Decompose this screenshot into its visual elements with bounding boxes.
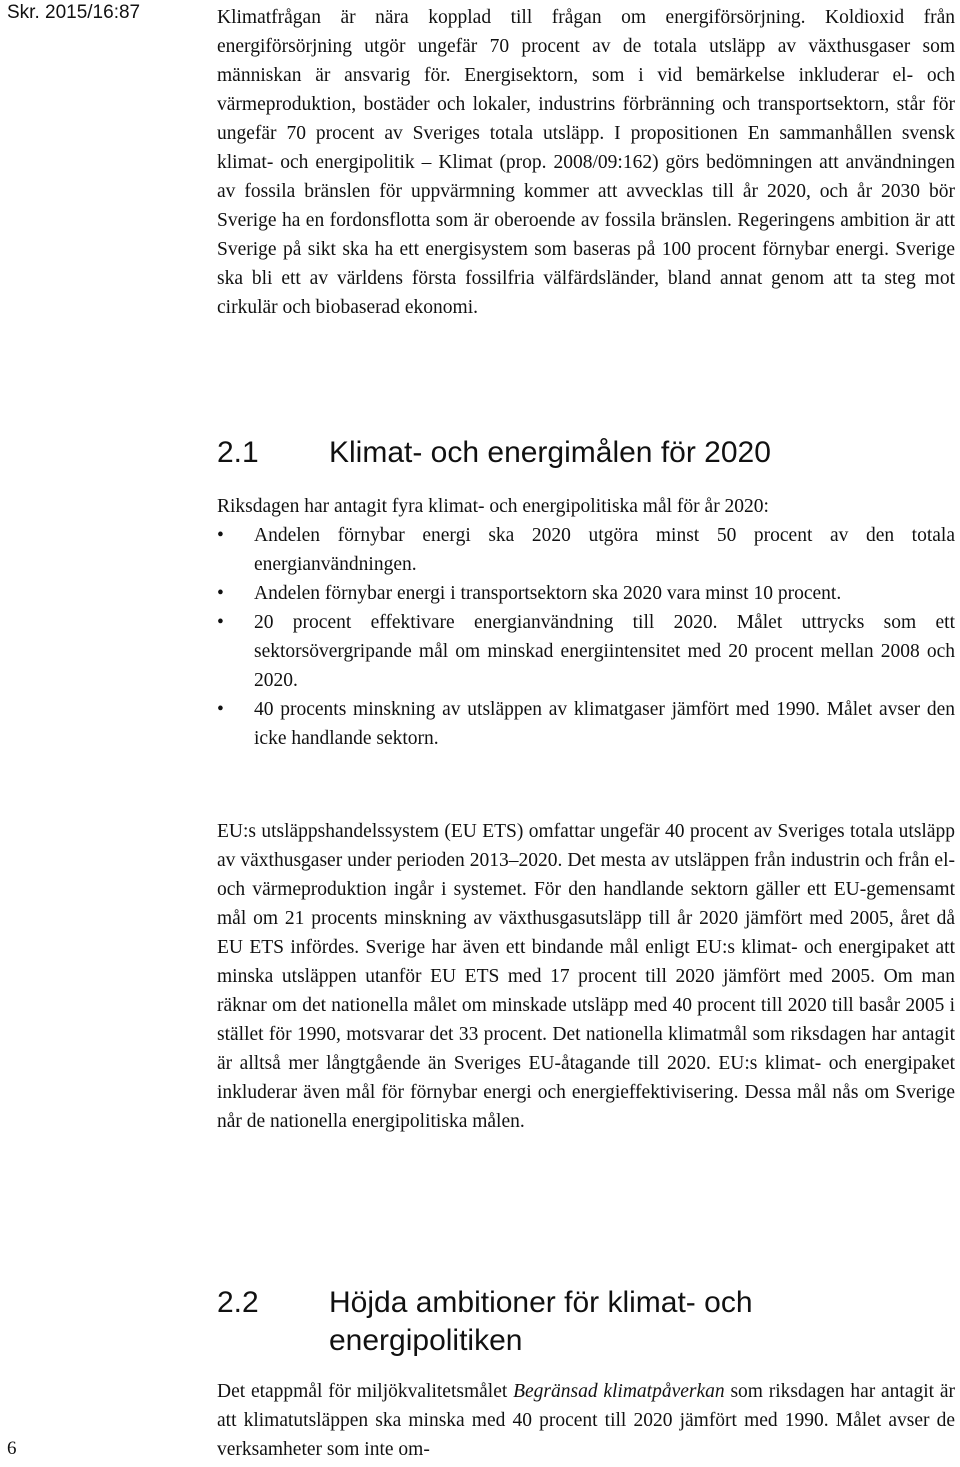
section-2-2-number: 2.2 [217, 1286, 259, 1319]
intro-paragraph: Klimatfrågan är nära kopplad till frågan om energiförsörjning. Koldioxid från energiförsörjning utgör ungefär 70 procent av de totala utsläpp av växthusgaser som människan är ansvarig för. Energisektorn, som i vid bemärkelse inkluderar el- och värmeproduktion, bostäder och lokaler, industrins förbränning och transportsektorn, står för ungefär 70 procent av Sveriges totala utsläpp. I propositionen En sammanhållen svensk klimat- och energipolitik – Klimat (prop. 2008/09:162) görs bedömningen att användningen av fossila bränslen för uppvärmning kommer att avvecklas till år 2020, och år 2030 bör Sverige ha en fordonsflotta som är oberoende av fossila bränslen. Regeringens ambition är att Sverige på sikt ska ha ett energisystem som baseras på 100 procent förnybar energi. Sverige ska bli ett av världens första fossilfria välfärdsländer, bland annat genom att ta steg mot cirkulär och biobaserad ekonomi. [217, 7, 955, 318]
bullet-icon: • [217, 525, 224, 546]
list-item-text: 20 procent effektivare energianvändning till 2020. Målet uttrycks som ett sektorsövergripande mål om minskad energiintensitet med 20 procent mellan 2008 och 2020. [254, 612, 955, 691]
list-item-text: Andelen förnybar energi ska 2020 utgöra minst 50 procent av den totala energianvändningen. [254, 525, 955, 575]
section-2-2-title: Höjda ambitioner för klimat- och energipolitiken [329, 1286, 753, 1357]
bullet-icon: • [217, 612, 224, 633]
bullet-icon: • [217, 583, 224, 604]
section-2-2-heading [217, 1284, 957, 1360]
section-2-1-title: Klimat- och energimålen för 2020 [329, 436, 771, 469]
list-item-text: 40 procents minskning av utsläppen av klimatgaser jämfört med 1990. Målet avser den icke handlande sektorn. [254, 699, 955, 749]
goal-name-italic: Begränsad klimatpåverkan [513, 1381, 725, 1402]
list-item-text: Andelen förnybar energi i transportsektorn ska 2020 vara minst 10 procent. [254, 583, 842, 604]
margin-reference: Skr. 2015/16:87 [7, 2, 141, 23]
page-number: 6 [7, 1438, 17, 1459]
list-item [217, 695, 955, 753]
list-item [217, 579, 955, 608]
section-2-1-number: 2.1 [217, 436, 259, 469]
bullet-icon: • [217, 699, 224, 720]
goals-list [217, 521, 955, 753]
paragraph-text-end: som riksdagen har antagit är att klimatutsläppen ska minska med 40 procent till 2020 jämfört med 1990. Målet avser de verksamheter som inte om- [217, 1381, 956, 1460]
section-2-2-paragraph [217, 1377, 955, 1464]
section-2-1-paragraph-block [217, 817, 955, 1136]
intro-section [217, 3, 955, 322]
list-item [217, 521, 955, 579]
section-2-1-lead: Riksdagen har antagit fyra klimat- och energipolitiska mål för år 2020: [217, 496, 769, 517]
paragraph-text-start: Det etappmål för miljökvalitetsmålet [217, 1381, 508, 1402]
section-2-1-heading [217, 434, 957, 472]
section-2-1-body [217, 492, 955, 753]
section-2-2-body [217, 1377, 955, 1464]
section-2-1-paragraph: EU:s utsläppshandelssystem (EU ETS) omfattar ungefär 40 procent av Sveriges totala utsläpp av växthusgaser under perioden 2013–2020. Det mesta av utsläppen från industrin och från el- och värmeproduktion ingår i systemet. För den handlande sektorn gäller ett EU-gemensamt mål om 21 procents minskning av växthusgasutsläpp till år 2020 jämfört med 2005, året då EU ETS infördes. Sverige har även ett bindande mål enligt EU:s klimat- och energipaket att minska utsläppen utanför EU ETS med 17 procent till 2020 jämfört med 2005. Om man räknar om det nationella målet om minskade utsläpp med 40 procent till 2020 till basår 2005 i stället för 1990, motsvarar det 33 procent. Det nationella klimatmål som riksdagen har antagit är alltså mer långtgående än Sveriges EU-åtagande till 2020. EU:s klimat- och energipaket inkluderar även mål för förnybar energi och energieffektivisering. Dessa mål nås om Sverige når de nationella energipolitiska målen. [217, 821, 955, 1132]
list-item [217, 608, 955, 695]
